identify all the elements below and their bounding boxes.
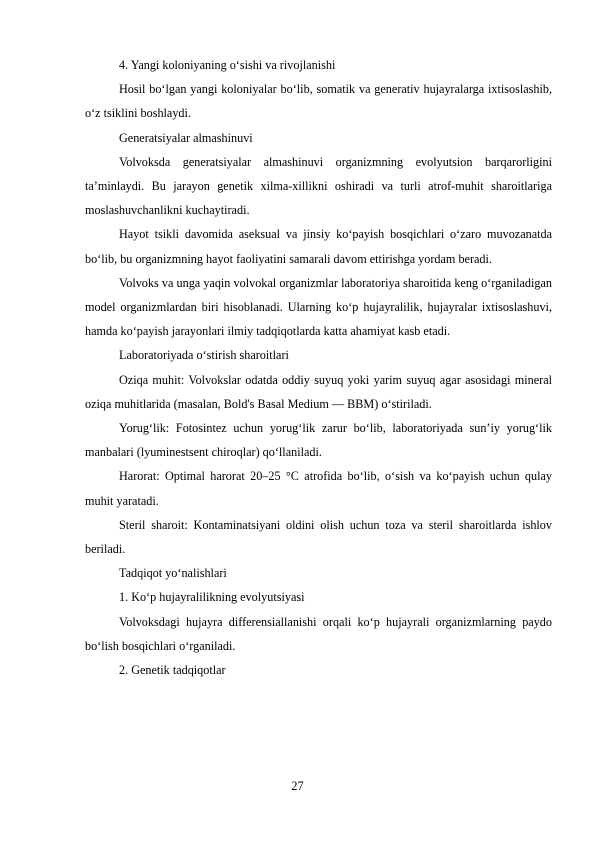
paragraph-temperature: Harorat: Optimal harorat 20–25 °C atrofida bo‘lib, o‘sish va ko‘payish uchun qulay muhit yaratadi.: [85, 469, 552, 508]
heading-research-directions: Tadqiqot yo‘nalishlari: [119, 566, 227, 581]
heading-lab-conditions: Laboratoriyada o‘stirish sharoitlari: [119, 348, 289, 363]
paragraph-life-cycle: Hayot tsikli davomida aseksual va jinsiy ko‘payish bosqichlari o‘zaro muvozanatda bo‘lib, bu organizmning hayot faoliyatini samarali davom ettirishga yordam beradi.: [85, 227, 552, 266]
paragraph-volvox-alternation: Volvoksda generatsiyalar almashinuvi organizmning evolyutsion barqarorligini ta’minlaydi. Bu jarayon genetik xilma-xillikni oshiradi va turli atrof-muhit sharoitlariga moslashuvchanlikni kuchaytiradi.: [85, 154, 552, 218]
heading-alternation-of-generations: Generatsiyalar almashinuvi: [119, 130, 253, 145]
paragraph-nutrient-medium: Oziqa muhit: Volvokslar odatda oddiy suyuq yoki yarim suyuq agar asosidagi mineral oziqa muhitlarida (masalan, Bold's Basal Medium — BBM) o‘stiriladi.: [85, 372, 552, 411]
heading-multicellularity-evolution: 1. Ko‘p hujayralilikning evolyutsiyasi: [119, 590, 305, 605]
heading-genetic-research: 2. Genetik tadqiqotlar: [119, 663, 226, 678]
page-number: 27: [291, 779, 304, 793]
heading-new-colony: 4. Yangi koloniyaning o‘sishi va rivojlanishi: [119, 58, 336, 72]
paragraph-model-organism: Volvoks va unga yaqin volvokal organizmlar laboratoriya sharoitida keng o‘rganiladigan model organizmlardan biri hisoblanadi. Ularning ko‘p hujayralilik, hujayralar ixtisoslashuvi, hamda ko‘payish jarayonlari ilmiy tadqiqotlarda katta ahamiyat kasb etadi.: [85, 275, 552, 339]
document-page: [85, 53, 552, 682]
paragraph-new-colonies: Hosil bo‘lgan yangi koloniyalar bo‘lib, somatik va generativ hujayralarga ixtisoslashib, o‘z tsiklini boshlaydi.: [85, 82, 552, 121]
paragraph-cell-differentiation: Volvoksdagi hujayra differensiallanishi orqali ko‘p hujayrali organizmlarning paydo bo‘lish bosqichlari o‘rganiladi.: [85, 614, 552, 653]
paragraph-light: Yorug‘lik: Fotosintez uchun yorug‘lik zarur bo‘lib, laboratoriyada sun’iy yorug‘lik manbalari (lyuminestsent chiroqlar) qo‘llaniladi.: [85, 421, 552, 460]
paragraph-sterile: Steril sharoit: Kontaminatsiyani oldini olish uchun toza va steril sharoitlarda ishlov beriladi.: [85, 517, 552, 557]
